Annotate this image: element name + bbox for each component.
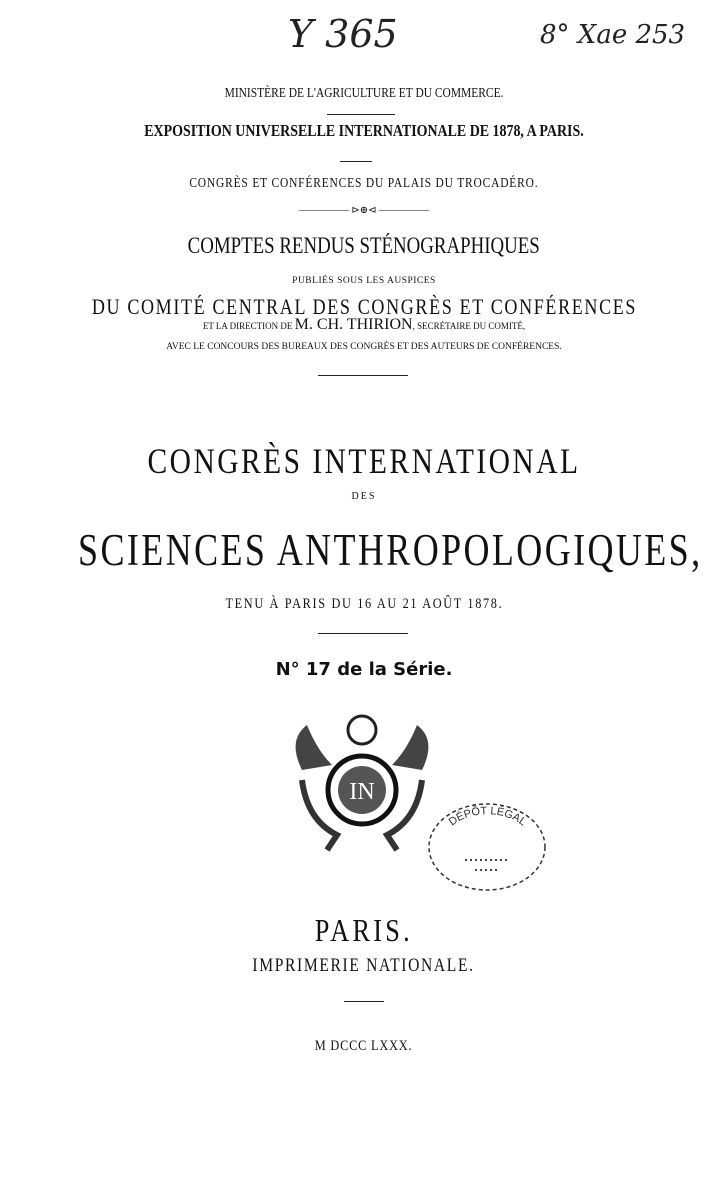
congress-title: CONGRÈS INTERNATIONAL [147,441,581,481]
sciences-title: SCIENCES ANTHROPOLOGIQUES, [78,525,703,575]
ornament-divider [318,633,408,634]
series-number: N° 17 de la Série. [275,659,453,680]
ornament-divider [318,375,408,376]
library-stamp-icon [425,800,550,895]
emblem-monogram: IN [349,779,375,805]
imprint-printer: IMPRIMERIE NATIONALE. [252,955,476,976]
divider [340,161,372,162]
committee-line: DU COMITÉ CENTRAL DES CONGRÈS ET CONFÉRENCES [91,294,637,319]
congres-line: CONGRÈS ET CONFÉRENCES DU PALAIS DU TROCADÉRO. [189,176,539,191]
published-line: PUBLIÉS SOUS LES AUSPICES [292,276,436,286]
des-line: DES [351,491,377,502]
handwritten-shelfmark-left: Y 365 [288,12,398,56]
handwritten-shelfmark-right: 8° Xae 253 [540,20,686,50]
svg-text:DÉPÔT LÉGAL: DÉPÔT LÉGAL [446,805,529,829]
divider [327,114,395,115]
exposition-line: EXPOSITION UNIVERSELLE INTERNATIONALE DE 1878, A PARIS. [144,121,584,140]
divider [344,1001,384,1002]
imprint-city: PARIS. [314,912,414,948]
imprint-year: M DCCC LXXX. [315,1038,413,1054]
ministry-line: MINISTÈRE DE L'AGRICULTURE ET DU COMMERCE. [224,86,504,101]
direction-line: ET LA DIRECTION DE M. CH. THIRION, SECRÉTAIRE DU COMITÉ, [202,316,526,333]
comptes-title: COMPTES RENDUS STÉNOGRAPHIQUES [187,233,541,258]
ornament-divider: ————— ⊳⊕⊲ ————— [298,205,430,216]
national-emblem-icon [282,710,442,860]
held-line: TENU À PARIS DU 16 AU 21 AOÛT 1878. [225,596,503,612]
concours-line: AVEC LE CONCOURS DES BUREAUX DES CONGRÈS ET DES AUTEURS DE CONFÉRENCES. [166,342,562,352]
